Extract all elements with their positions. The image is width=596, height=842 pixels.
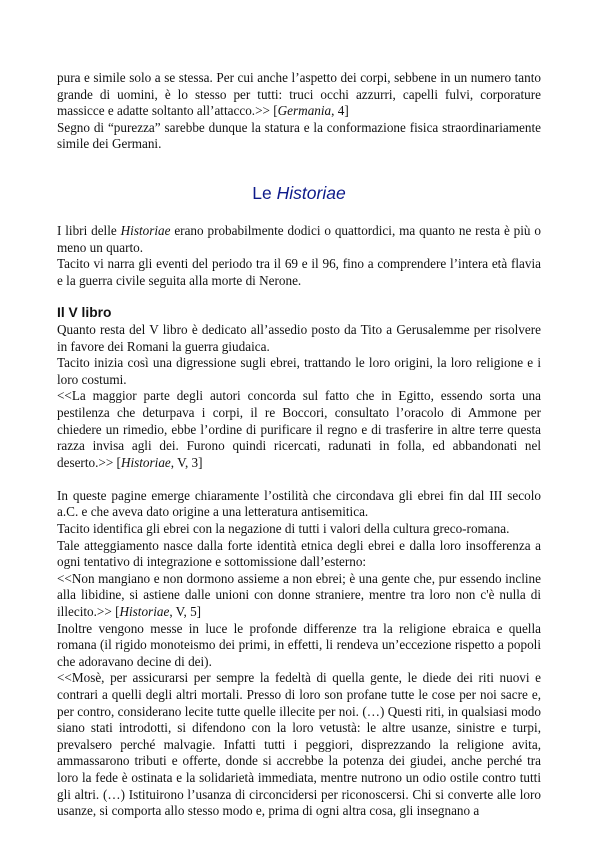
quote-ref: , V, 5] (169, 604, 202, 620)
book-five-paragraph: Quanto resta del V libro è dedicato all’assedio posto da Tito a Gerusalemme per risolvere in favore dei Romani la guerra giudaica. (57, 321, 541, 354)
intro-paragraph (57, 70, 541, 120)
section-title (57, 183, 541, 203)
quote-paragraph (57, 388, 541, 471)
intro-conclusion-paragraph: Segno di “purezza” sarebbe dunque la statura e la conformazione fisica straordinariamente simile dei Germani. (57, 119, 541, 152)
identification-paragraph: Tacito identifica gli ebrei con la negazione di tutti i valori della cultura greco-romana. (57, 521, 510, 537)
digression-paragraph: Tacito inizia così una digressione sugli ebrei, trattando le loro origini, la loro religione e i loro costumi. (57, 355, 541, 387)
section-title-prefix: Le (252, 182, 277, 203)
quote-text: <<La maggior parte degli autori concorda sul fatto che in Egitto, essendo sorta una pestilenza che deturpava i corpi, il re Boccori, consultato l’oracolo di Ammone per chiedere un rimedio, ebbe l’ordine di purificare il regno e di trasferire in altre terre questa razza invisa agli dei. Furono quindi ricercati, radunati in folla, ed abbandonati nel deserto.>> [ (57, 388, 541, 470)
historiae-period-paragraph: Tacito vi narra gli eventi del periodo tra il 69 e il 96, fino a comprendere l’intera età flavia e la guerra civile seguita alla morte di Nerone. (57, 256, 541, 288)
document-page (57, 70, 541, 820)
religion-paragraph: Inoltre vengono messe in luce le profonde differenze tra la religione ebraica e quella romana (il rigido monoteismo dei primi, in effetti, li rendeva un’eccezione rispetto a popoli che adoravano decine di dei). (57, 620, 541, 669)
citation-ref: , 4] (331, 103, 349, 119)
quote-work: Historiae (119, 604, 170, 620)
quote-paragraph (57, 571, 541, 621)
historiae-paragraph (57, 223, 541, 256)
citation-work: Germania (277, 103, 332, 119)
historiae-text-a: I libri delle (57, 222, 121, 238)
quote-paragraph: <<Mosè, per assicurarsi per sempre la fedeltà di quella gente, le diede dei riti nuovi e contrari a quelli degli altri mortali. Presso di loro son profane tutte le cose per noi sacre e, per contro, considerano lecite tutte quelle illecite per noi. (…) Questi riti, in qualsiasi modo siano stati introdotti, si difendono con la loro vetustà: le altre usanze, sinistre e turpi, prevalsero perché malvagie. Infatti tutti i peggiori, disprezzando la religione avita, ammassarono tributi e offerte, donde si accrebbe la potenza dei giudei, anche perché tra loro la fede è ostinata e la solidarietà immediata, mentre nutrono un odio ostile contro tutti gli altri. (…) Istituirono l’usanza di circoncidersi per riconoscersi. Chi si converte alle loro usanze, si comporta allo stesso modo e, prima di ogni altra cosa, gli insegnano a (57, 670, 541, 819)
historiae-italic: Historiae (120, 222, 171, 238)
historiae-text-b: erano probabilmente dodici o quattordici, ma quanto ne resta è più o meno un quarto. (57, 222, 541, 255)
hostility-paragraph: In queste pagine emerge chiaramente l’ostilità che circondava gli ebrei fin dal III secolo a.C. e che aveva dato origine a una letteratura antisemitica. (57, 487, 541, 520)
paragraph-spacer (57, 471, 541, 488)
quote-ref: , V, 3] (170, 454, 203, 470)
intro-text: pura e simile solo a se stessa. Per cui anche l’aspetto dei corpi, sebbene in un numero tanto grande di uomini, è lo stesso per tutti: truci occhi azzurri, capelli fulvi, corporature massicce e adatte soltanto all’attacco.>> [ (57, 70, 541, 119)
book-five-heading: Il V libro (57, 305, 112, 321)
quote-work: Historiae (120, 454, 171, 470)
quote-text: <<Non mangiano e non dormono assieme a non ebrei; è una gente che, pur essendo incline alla libidine, si astiene dalle unioni con donne straniere, mentre tra loro non c'è nulla di illecito.>> [ (57, 570, 541, 620)
section-title-italic: Historiae (276, 182, 346, 203)
attitude-paragraph: Tale atteggiamento nasce dalla forte identità etnica degli ebrei e dalla loro insofferenza a ogni tentativo di integrazione e sottomissione dall’esterno: (57, 537, 541, 570)
